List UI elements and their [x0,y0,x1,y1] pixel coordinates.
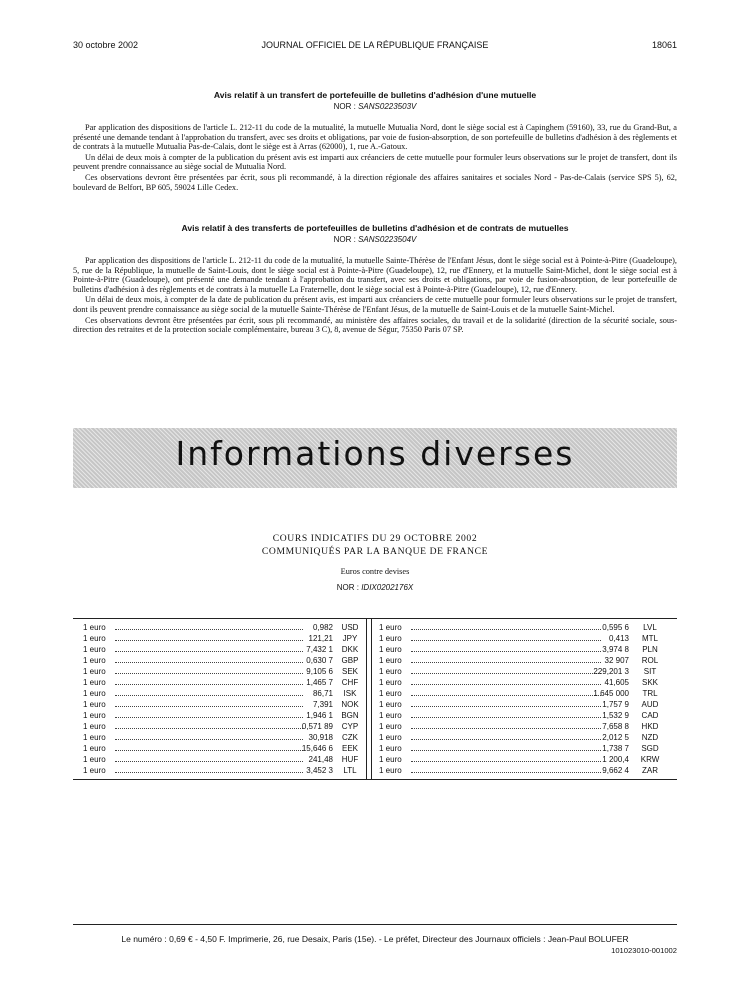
rate-label: 1 euro [379,678,402,687]
dot-leader [411,640,601,641]
dot-leader [411,673,601,674]
rate-label: 1 euro [379,700,402,709]
dot-leader [115,629,303,630]
rate-label: 1 euro [83,744,106,753]
footer-reference: 101023010-001002 [611,946,677,955]
rate-label: 1 euro [379,766,402,775]
rate-row [379,666,665,677]
rate-value: 7,658 8 [602,722,629,731]
rate-row [379,677,665,688]
dot-leader [411,739,601,740]
dot-leader [411,772,601,773]
avis-1-nor [73,102,677,111]
rate-label: 1 euro [379,722,402,731]
rate-label: 1 euro [83,711,106,720]
rate-row [83,633,363,644]
exchange-rates-heading [73,532,677,592]
exchange-rates-subtitle: Euros contre devises [340,567,410,576]
rate-row [379,743,665,754]
dot-leader [115,750,303,751]
currency-code: SKK [641,678,658,687]
rate-label: 1 euro [379,733,402,742]
rate-label: 1 euro [83,755,106,764]
currency-code: PLN [642,645,658,654]
rate-row [83,655,363,666]
dot-leader [115,695,303,696]
header-date: 30 octobre 2002 [73,40,139,50]
rate-label: 1 euro [83,634,106,643]
dot-leader [115,772,303,773]
currency-code: LTL [343,766,357,775]
rate-value: 1 200,4 [602,755,629,764]
avis-2-nor-label: NOR : [333,235,356,244]
page-footer [73,924,677,955]
rate-value: 2,012 5 [602,733,629,742]
dot-leader [115,717,303,718]
rate-value: 7,391 [312,700,333,709]
rates-column-right [379,622,665,776]
rate-value: 0,982 [312,623,333,632]
rate-value: 3,974 8 [602,645,629,654]
rate-label: 1 euro [83,667,106,676]
currency-code: NOK [341,700,359,709]
rate-row [83,721,363,732]
currency-code: GBP [341,656,359,665]
currency-code: CYP [341,722,359,731]
rate-label: 1 euro [379,711,402,720]
rate-row [83,710,363,721]
rate-label: 1 euro [83,733,106,742]
avis-1 [73,90,677,193]
rate-label: 1 euro [379,689,402,698]
exchange-rates-nor-code: IDIX0202176X [361,583,414,592]
currency-code: SGD [641,744,659,753]
rate-label: 1 euro [379,623,402,632]
rate-label: 1 euro [83,700,106,709]
rate-row [83,688,363,699]
dot-leader [115,662,303,663]
rate-label: 1 euro [83,656,106,665]
currency-code: SEK [341,667,358,676]
rate-value: 41,605 [604,678,629,687]
dot-leader [411,662,601,663]
currency-code: ZAR [642,766,658,775]
exchange-rates-title-line2: COMMUNIQUÉS PAR LA BANQUE DE FRANCE [261,546,489,557]
rate-row [379,732,665,743]
avis-2-paragraph: Par application des dispositions de l'article L. 212-11 du code de la mutualité, la mutuelle Sainte-Thérèse de l'Enfant Jésus, dont le siège social est à Pointe-à-Pitre (Guadeloupe), 5, rue de la République, la mutuelle de Saint-Louis, dont le siège social est à Pointe-à-Pitre (Guadeloupe), 12, rue d'Ennery, et la mutuelle Saint-Michel, dont le siège social est à Pointe-à-Pitre (Guadeloupe), ont présenté une demande tendant à l'approbation du transfert, avec ses droits et obligations, par voie de fusion-absorption, de leur portefeuille de bulletins d'adhésion à des règlements et de contrats à la mutuelle La Fraternelle, dont le siège social est à Pointe-à-Pitre (Guadeloupe), 12, rue d'Ennery. [73,256,677,294]
rate-row [83,732,363,743]
rate-label: 1 euro [83,678,106,687]
currency-code: HKD [641,722,659,731]
currency-code: ROL [641,656,659,665]
exchange-rates-title-line1: COURS INDICATIFS DU 29 OCTOBRE 2002 [272,533,478,544]
currency-code: ISK [343,689,357,698]
column-divider [366,619,367,779]
rate-value: 9,662 4 [602,766,629,775]
rate-row [379,688,665,699]
rate-label: 1 euro [379,744,402,753]
rate-label: 1 euro [379,634,402,643]
avis-1-paragraph: Un délai de deux mois à compter de la publication du présent avis est imparti aux créanciers de cette mutuelle pour formuler leurs observations sur le projet de transfert, dont ils peuvent prendre connaissance au siège social de Mutualia Nord. [73,152,677,172]
currency-code: JPY [342,634,358,643]
exchange-rates-nor-label: NOR : [336,583,359,592]
currency-code: DKK [341,645,359,654]
rate-row [83,765,363,776]
exchange-rates-table [73,618,677,780]
rate-row [379,633,665,644]
rate-row [379,699,665,710]
rate-label: 1 euro [83,722,106,731]
currency-code: CAD [641,711,659,720]
avis-2-paragraph: Ces observations devront être présentées par écrit, sous pli recommandé, au ministère des affaires sociales, du travail et de la solidarité (direction de la sécurité sociale, sous-direction des retraites et de la protection sociale complémentaire, bureau 3 C), 8, avenue de Ségur, 75350 Paris 07 SP. [73,315,677,335]
rate-label: 1 euro [379,645,402,654]
currency-code: AUD [641,700,659,709]
currency-code: NZD [641,733,659,742]
currency-code: USD [341,623,359,632]
currency-code: SIT [643,667,657,676]
rate-row [379,710,665,721]
rate-label: 1 euro [379,667,402,676]
dot-leader [411,728,601,729]
rate-value: 30,918 [308,733,333,742]
rate-label: 1 euro [379,755,402,764]
rate-value: 1,738 7 [602,744,629,753]
dot-leader [411,761,601,762]
dot-leader [115,739,303,740]
column-divider [371,619,372,779]
rate-label: 1 euro [83,766,106,775]
rate-row [379,622,665,633]
avis-1-nor-label: NOR : [333,102,356,111]
rate-value: 32 907 [604,656,629,665]
dot-leader [411,706,601,707]
rate-value: 3,452 3 [306,766,333,775]
avis-2-body [73,256,677,335]
rate-row [83,754,363,765]
dot-leader [115,706,303,707]
rate-value: 1,946 1 [306,711,333,720]
rate-row [379,721,665,732]
rate-label: 1 euro [379,656,402,665]
avis-1-title: Avis relatif à un transfert de portefeuille de bulletins d'adhésion d'une mutuelle [213,90,537,100]
currency-code: TRL [642,689,658,698]
avis-2 [73,223,677,336]
dot-leader [115,673,303,674]
rate-value: 9,105 6 [306,667,333,676]
avis-2-nor [73,235,677,244]
rate-value: 1,757 9 [602,700,629,709]
rate-value: 1,532 9 [602,711,629,720]
rate-value: 0,413 [608,634,629,643]
dot-leader [115,761,303,762]
dot-leader [411,651,601,652]
footer-imprint: Le numéro : 0,69 € - 4,50 F. Imprimerie, 26, rue Desaix, Paris (15e). - Le préfet, Directeur des Journaux officiels : Jean-Paul BOLUFER [121,934,629,944]
rate-row [379,765,665,776]
currency-code: HUF [341,755,359,764]
rate-row [83,677,363,688]
rate-value: 121,21 [308,634,333,643]
rate-value: 241,48 [308,755,333,764]
header-journal-title: JOURNAL OFFICIEL DE LA RÉPUBLIQUE FRANÇAISE [261,40,489,50]
page-header [73,40,677,54]
rate-value: 15,646 6 [301,744,333,753]
dot-leader [411,684,601,685]
dot-leader [115,684,303,685]
rate-value: 7,432 1 [306,645,333,654]
avis-1-nor-code: SANS0223503V [358,102,417,111]
rate-label: 1 euro [83,689,106,698]
rate-value: 1 645 000 [593,689,629,698]
section-banner-title: Informations diverses [175,434,575,473]
rate-row [83,622,363,633]
rate-value: 0,630 7 [306,656,333,665]
currency-code: MTL [642,634,658,643]
rate-row [379,655,665,666]
rate-row [83,743,363,754]
dot-leader [115,728,303,729]
dot-leader [411,629,601,630]
rate-label: 1 euro [83,623,106,632]
currency-code: EEK [341,744,358,753]
avis-1-body [73,123,677,192]
currency-code: CHF [341,678,359,687]
currency-code: KRW [640,755,660,764]
exchange-rates-nor [73,583,677,592]
dot-leader [411,750,601,751]
dot-leader [411,717,601,718]
rates-column-left [83,622,363,776]
rate-row [83,699,363,710]
rate-value: 0,595 6 [602,623,629,632]
header-page-number: 18061 [651,40,677,50]
rate-row [83,666,363,677]
rate-value: 229,201 3 [593,667,629,676]
avis-2-nor-code: SANS0223504V [358,235,417,244]
currency-code: BGN [341,711,359,720]
avis-1-paragraph: Par application des dispositions de l'article L. 212-11 du code de la mutualité, la mutuelle Mutualia Nord, dont le siège social est à Capinghem (59160), 33, rue du Grand-But, a présenté une demande tendant à l'approbation du transfert, avec ses droits et obligations, par voie de fusion-absorption, de son portefeuille de bulletins d'adhésion à des règlements et de contrats à la mutuelle Mutualia Pas-de-Calais, dont le siège est à Arras (62000), 1, rue A.-Gatoux. [73,123,677,152]
dot-leader [115,640,303,641]
dot-leader [115,651,303,652]
avis-1-paragraph: Ces observations devront être présentées par écrit, sous pli recommandé, à la direction régionale des affaires sanitaires et sociales Nord - Pas-de-Calais (service SPS 5), 62, boulevard de Belfort, BP 605, 59024 Lille Cedex. [73,172,677,192]
dot-leader [411,695,601,696]
rate-value: 0,571 89 [301,722,333,731]
section-banner [73,428,677,488]
avis-2-paragraph: Un délai de deux mois, à compter de la date de publication du présent avis, est imparti aux créanciers de cette mutuelle pour formuler leurs observations sur le projet de transfert, dont ils peuvent prendre connaissance au siège social de la mutuelle Sainte-Thérèse de l'Enfant Jésus, de la mutuelle de Saint-Louis et de la mutuelle Saint-Michel. [73,295,677,314]
rate-row [379,754,665,765]
rate-row [83,644,363,655]
rate-label: 1 euro [83,645,106,654]
rate-value: 1,465 7 [306,678,333,687]
avis-2-title: Avis relatif à des transferts de portefeuilles de bulletins d'adhésion et de contrats de mutuelles [181,223,569,233]
currency-code: CZK [342,733,358,742]
currency-code: LVL [643,623,657,632]
rate-row [379,644,665,655]
rate-value: 86,71 [312,689,333,698]
